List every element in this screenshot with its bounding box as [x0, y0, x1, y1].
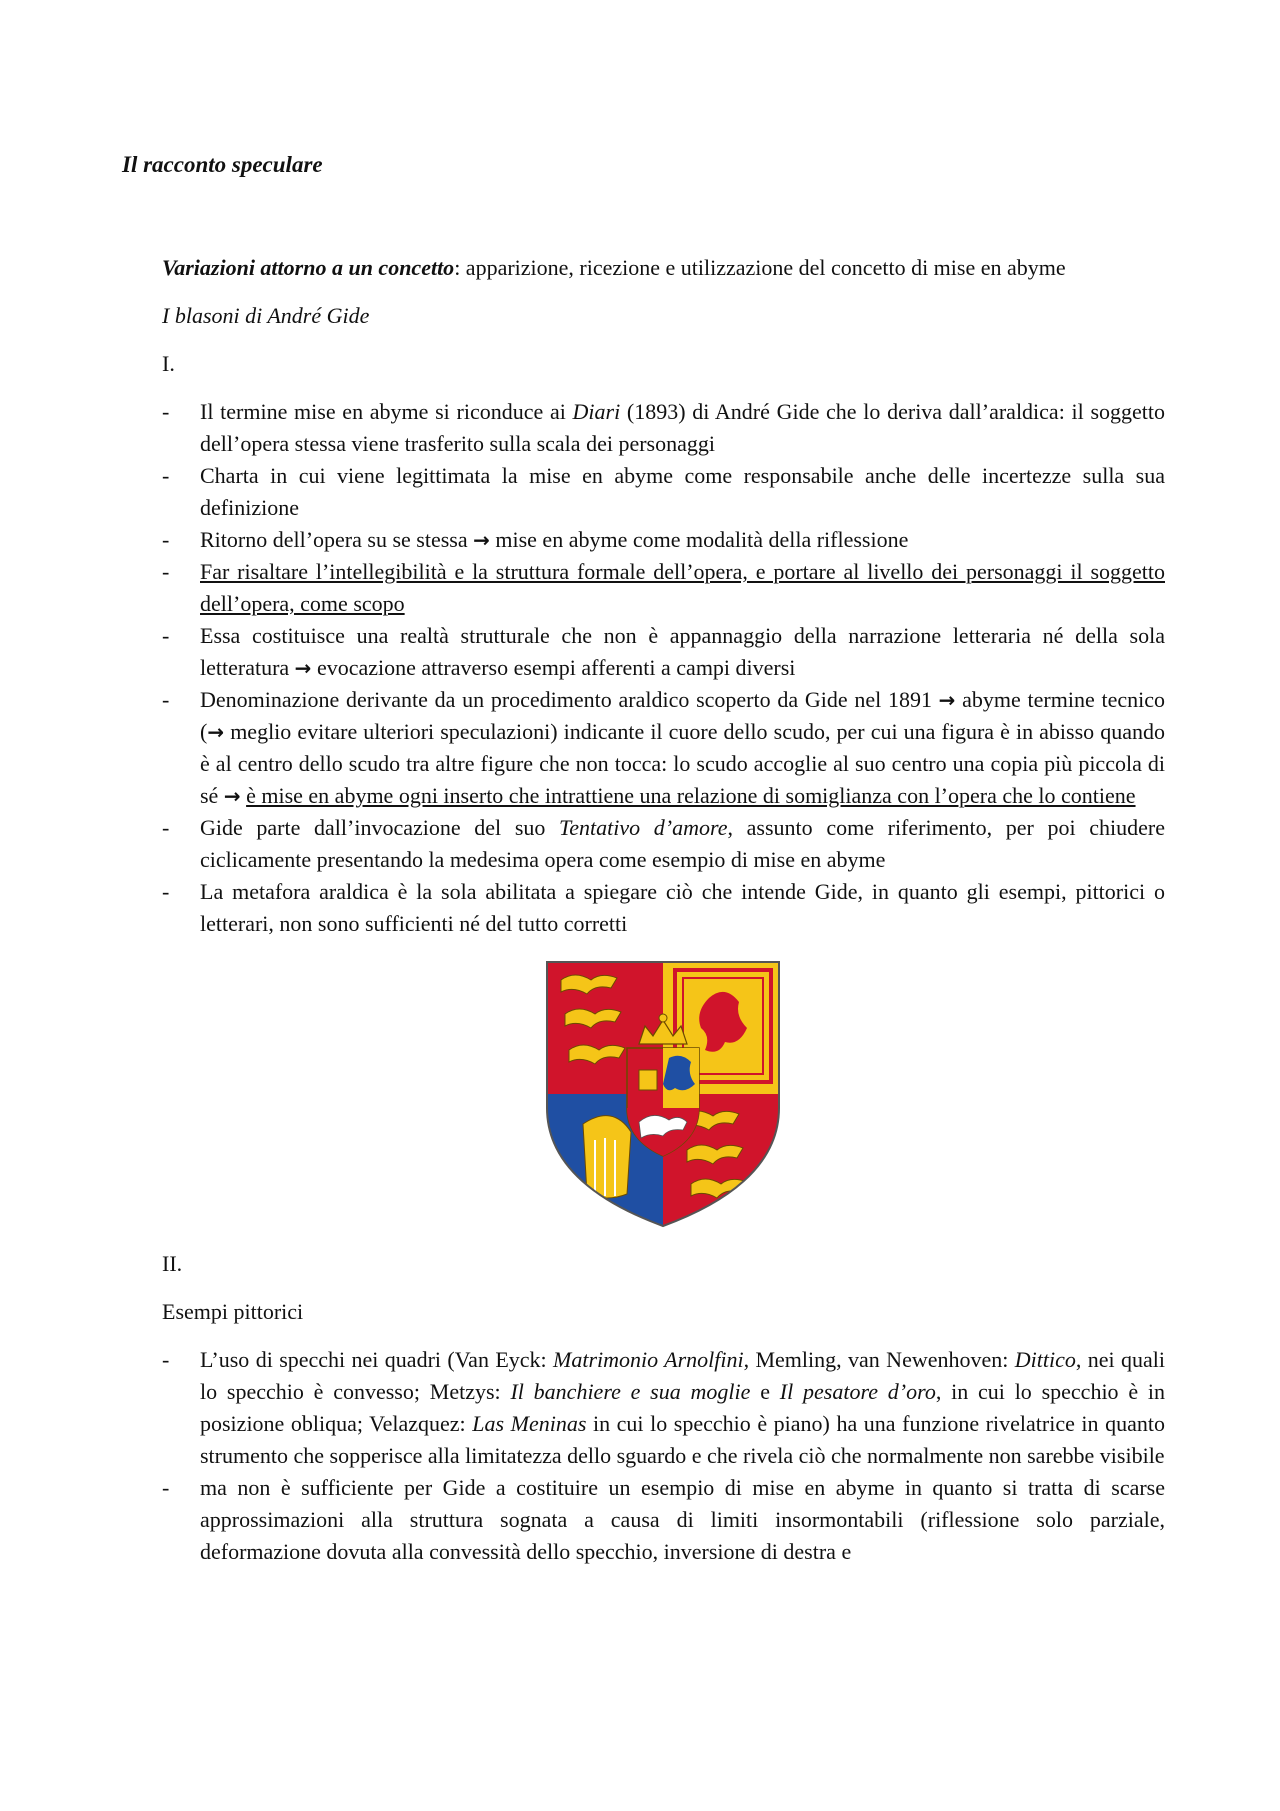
- text-run: L’uso di specchi nei quadri (Van Eyck:: [200, 1347, 554, 1372]
- italic-title: Diari: [572, 399, 621, 424]
- text-run: abyme termine tecnico (: [200, 687, 1165, 744]
- part-one-list: [162, 396, 1165, 940]
- text-run: , assunto come riferimento, per poi chiudere ciclicamente presentando la medesima opera come esempio di mise en abyme: [200, 815, 1165, 872]
- part-two: [162, 1248, 1165, 1568]
- italic-title: Matrimonio Arnolfini: [553, 1347, 744, 1372]
- italic-title: Tentativo d’amore: [559, 815, 728, 840]
- text-run: in cui lo specchio è piano) ha una funzione rivelatrice in quanto strumento che sopperisce alla limitatezza dello sguardo e che rivela ciò che normalmente non sarebbe visibile: [200, 1411, 1165, 1468]
- text-run: evocazione attraverso esempi afferenti a campi diversi: [316, 655, 796, 680]
- text-run: mise en abyme come modalità della riflessione: [495, 527, 909, 552]
- italic-title: Il banchiere e sua moglie: [510, 1379, 751, 1404]
- italic-title: Dittico: [1014, 1347, 1076, 1372]
- text-run: Il termine mise en abyme si riconduce ai: [200, 399, 573, 424]
- list-item: [162, 396, 1165, 460]
- list-item: [162, 524, 1165, 556]
- list-item: - ma non è sufficiente per Gide a costituire un esempio di mise en abyme in quanto si tratta di scarse approssimazioni alla struttura sognata a causa di limiti insormontabili (riflessione solo parziale, deformazione dovuta alla convessità dello specchio, inversione di destra e: [162, 1472, 1165, 1568]
- text-run: , in cui lo specchio è in posizione obliqua; Velazquez:: [200, 1379, 1166, 1436]
- arrow-icon: →: [473, 528, 490, 552]
- list-item: [162, 684, 1165, 812]
- section-heading: I blasoni di André Gide: [162, 303, 370, 328]
- list-item: [162, 620, 1165, 684]
- underlined-text: Far risaltare l’intellegibilità e la struttura formale dell’opera, e portare al livello dei personaggi il soggetto dell’opera, come scopo: [200, 559, 1165, 616]
- coat-of-arms-figure: [162, 958, 1165, 1234]
- list-item: [162, 812, 1165, 876]
- italic-title: Il pesatore d’oro: [779, 1379, 936, 1404]
- part-two-heading: Esempi pittorici: [162, 1299, 304, 1324]
- coat-of-arms-icon: [543, 958, 783, 1230]
- list-item: - La metafora araldica è la sola abilitata a spiegare ciò che intende Gide, in quanto gli esempi, pittorici o letterari, non sono sufficienti né del tutto corretti: [162, 876, 1165, 940]
- part-two-numeral: II.: [162, 1251, 183, 1276]
- document-title: Il racconto speculare: [122, 152, 323, 177]
- text-run: , Memling, van Newenhoven:: [743, 1347, 1015, 1372]
- underlined-text: è mise en abyme ogni inserto che intrattiene una relazione di somiglianza con l’opera che lo contiene: [246, 783, 1136, 808]
- subtitle-lead: Variazioni attorno a un concetto: [162, 255, 455, 280]
- text-run: Essa costituisce una realtà strutturale che non è appannaggio della narrazione letteraria né della sola letteratura: [200, 623, 1165, 680]
- text-run: (1893) di André Gide che lo deriva dall’araldica: il soggetto dell’opera stessa viene trasferito sulla scala dei personaggi: [200, 399, 1166, 456]
- document-body: [162, 252, 1165, 1568]
- arrow-icon: →: [938, 688, 956, 712]
- chapter-subtitle: [162, 252, 1165, 284]
- arrow-icon: →: [294, 656, 312, 680]
- text-run: Denominazione derivante da un procedimento araldico scoperto da Gide nel 1891: [200, 687, 939, 712]
- subtitle-rest: : apparizione, ricezione e utilizzazione del concetto di mise en abyme: [454, 255, 1066, 280]
- part-two-list: [162, 1344, 1165, 1568]
- list-item: [162, 1344, 1165, 1472]
- part-one-numeral: I.: [162, 351, 175, 376]
- text-run: meglio evitare ulteriori speculazioni) indicante il cuore dello scudo, per cui una figura è in abisso quando è al centro dello scudo tra altre figure che non tocca: lo scudo accoglie al suo centro una copia più piccola di sé: [200, 719, 1166, 808]
- arrow-icon: →: [207, 720, 225, 744]
- text-run: , nei quali lo specchio è convesso; Metzys:: [200, 1347, 1165, 1404]
- text-run: Gide parte dall’invocazione del suo: [200, 815, 560, 840]
- text-run: Ritorno dell’opera su se stessa: [200, 527, 474, 552]
- italic-title: Las Meninas: [472, 1411, 587, 1436]
- text-run: e: [750, 1379, 780, 1404]
- list-item: - Charta in cui viene legittimata la mise en abyme come responsabile anche delle incertezze sulla sua definizione: [162, 460, 1165, 524]
- arrow-icon: →: [223, 784, 241, 808]
- list-item: [162, 556, 1165, 620]
